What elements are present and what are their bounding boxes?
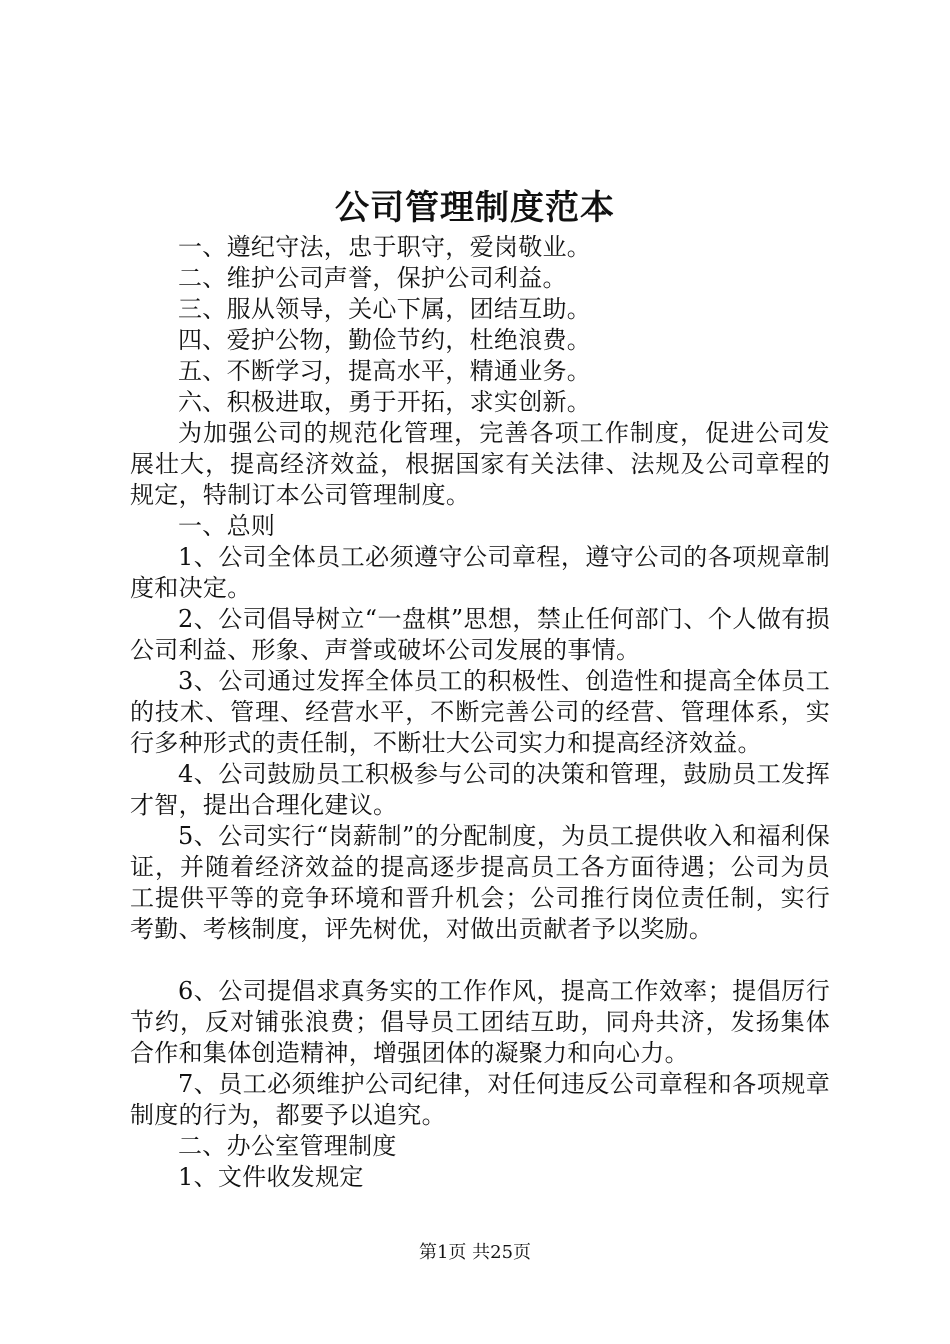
paragraph-rule-1: 一、遵纪守法，忠于职守，爱岗敬业。 bbox=[178, 233, 592, 261]
paragraph-rule-6: 六、积极进取，勇于开拓，求实创新。 bbox=[178, 388, 592, 416]
paragraph-article-1: 1、公司全体员工必须遵守公司章程，遵守公司的各项规章制度和决定。 bbox=[130, 543, 830, 602]
paragraph-article-4: 4、公司鼓励员工积极参与公司的决策和管理，鼓励员工发挥才智，提出合理化建议。 bbox=[130, 760, 830, 819]
paragraph-rule-2: 二、维护公司声誉，保护公司利益。 bbox=[178, 264, 567, 292]
paragraph-rule-3: 三、服从领导，关心下属，团结互助。 bbox=[178, 295, 592, 323]
document-body bbox=[130, 232, 830, 1193]
section-heading-general: 一、总则 bbox=[178, 512, 276, 540]
document-title: 公司管理制度范本 bbox=[335, 188, 615, 228]
paragraph-subsection-1: 1、文件收发规定 bbox=[178, 1163, 364, 1191]
section-heading-office: 二、办公室管理制度 bbox=[178, 1132, 397, 1160]
paragraph-article-6: 6、公司提倡求真务实的工作作风，提高工作效率；提倡厉行节约，反对铺张浪费；倡导员工团结互助，同舟共济，发扬集体合作和集体创造精神，增强团体的凝聚力和向心力。 bbox=[130, 977, 830, 1067]
paragraph-article-2: 2、公司倡导树立“一盘棋”思想，禁止任何部门、个人做有损公司利益、形象、声誉或破坏公司发展的事情。 bbox=[130, 605, 830, 664]
paragraph-article-5: 5、公司实行“岗薪制”的分配制度，为员工提供收入和福利保证，并随着经济效益的提高逐步提高员工各方面待遇；公司为员工提供平等的竞争环境和晋升机会；公司推行岗位责任制，实行考勤、考核制度，评先树优，对做出贡献者予以奖励。 bbox=[130, 822, 830, 943]
paragraph-rule-4: 四、爱护公物，勤俭节约，杜绝浪费。 bbox=[178, 326, 592, 354]
page-number-footer: 第1页 共25页 bbox=[418, 1242, 532, 1263]
paragraph-article-3: 3、公司通过发挥全体员工的积极性、创造性和提高全体员工的技术、管理、经营水平，不断完善公司的经营、管理体系，实行多种形式的责任制，不断壮大公司实力和提高经济效益。 bbox=[130, 667, 830, 757]
paragraph-rule-5: 五、不断学习，提高水平，精通业务。 bbox=[178, 357, 592, 385]
blank-line bbox=[130, 945, 830, 976]
paragraph-preamble: 为加强公司的规范化管理，完善各项工作制度，促进公司发展壮大，提高经济效益，根据国家有关法律、法规及公司章程的规定，特制订本公司管理制度。 bbox=[130, 419, 830, 509]
paragraph-article-7: 7、员工必须维护公司纪律，对任何违反公司章程和各项规章制度的行为，都要予以追究。 bbox=[130, 1070, 830, 1129]
